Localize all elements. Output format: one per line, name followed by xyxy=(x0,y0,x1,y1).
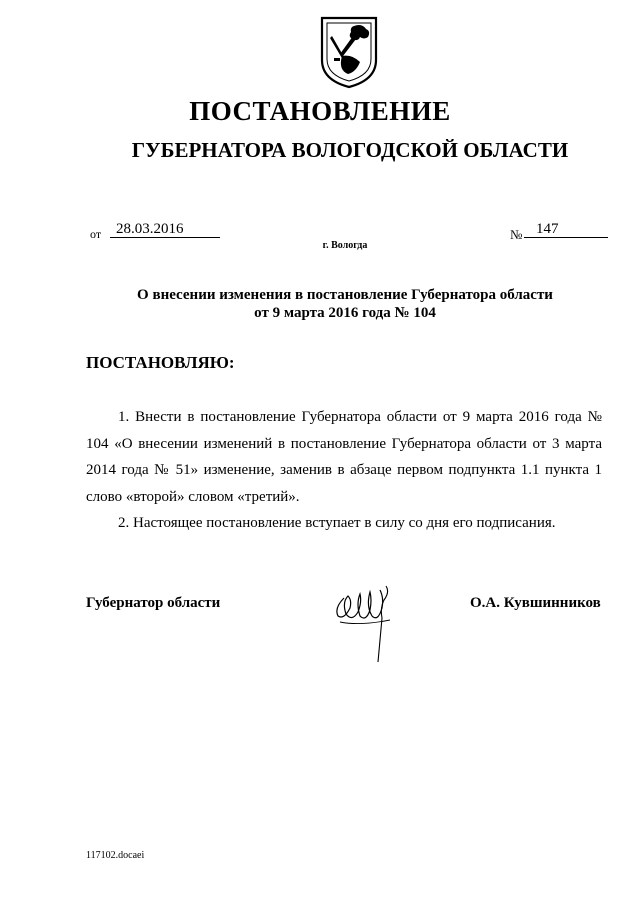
signer-name: О.А. Кувшинников xyxy=(470,595,601,611)
document-subtitle: ГУБЕРНАТОРА ВОЛОГОДСКОЙ ОБЛАСТИ xyxy=(131,138,569,162)
document-body xyxy=(86,404,602,537)
coat-of-arms-icon xyxy=(318,14,380,90)
document-title: ПОСТАНОВЛЕНИЕ xyxy=(189,96,451,126)
number-label: № xyxy=(510,227,523,242)
file-reference: 117102.docaei xyxy=(86,850,145,861)
handwritten-signature xyxy=(330,578,402,664)
document-subject xyxy=(0,286,640,322)
document-number: 147 xyxy=(524,220,608,238)
body-paragraph-1: 1. Внести в постановление Губернатора области от 9 марта 2016 года № 104 «О внесении изменений в постановление Губернатора области от 3 марта 2014 года № 51» изменение, заменив в абзаце первом подпункта 1.1 пункта 1 слово «второй» словом «третий». xyxy=(86,409,602,505)
document-date: 28.03.2016 xyxy=(110,220,220,238)
subject-line-1: О внесении изменения в постановление Губернатора области xyxy=(137,287,553,303)
body-paragraph-2: 2. Настоящее постановление вступает в силу со дня его подписания. xyxy=(118,515,556,531)
date-label: от xyxy=(90,227,102,241)
city-label: г. Вологда xyxy=(322,240,368,251)
subject-line-2: от 9 марта 2016 года № 104 xyxy=(254,305,436,321)
decree-heading: ПОСТАНОВЛЯЮ: xyxy=(86,353,235,372)
signer-position: Губернатор области xyxy=(86,595,221,611)
